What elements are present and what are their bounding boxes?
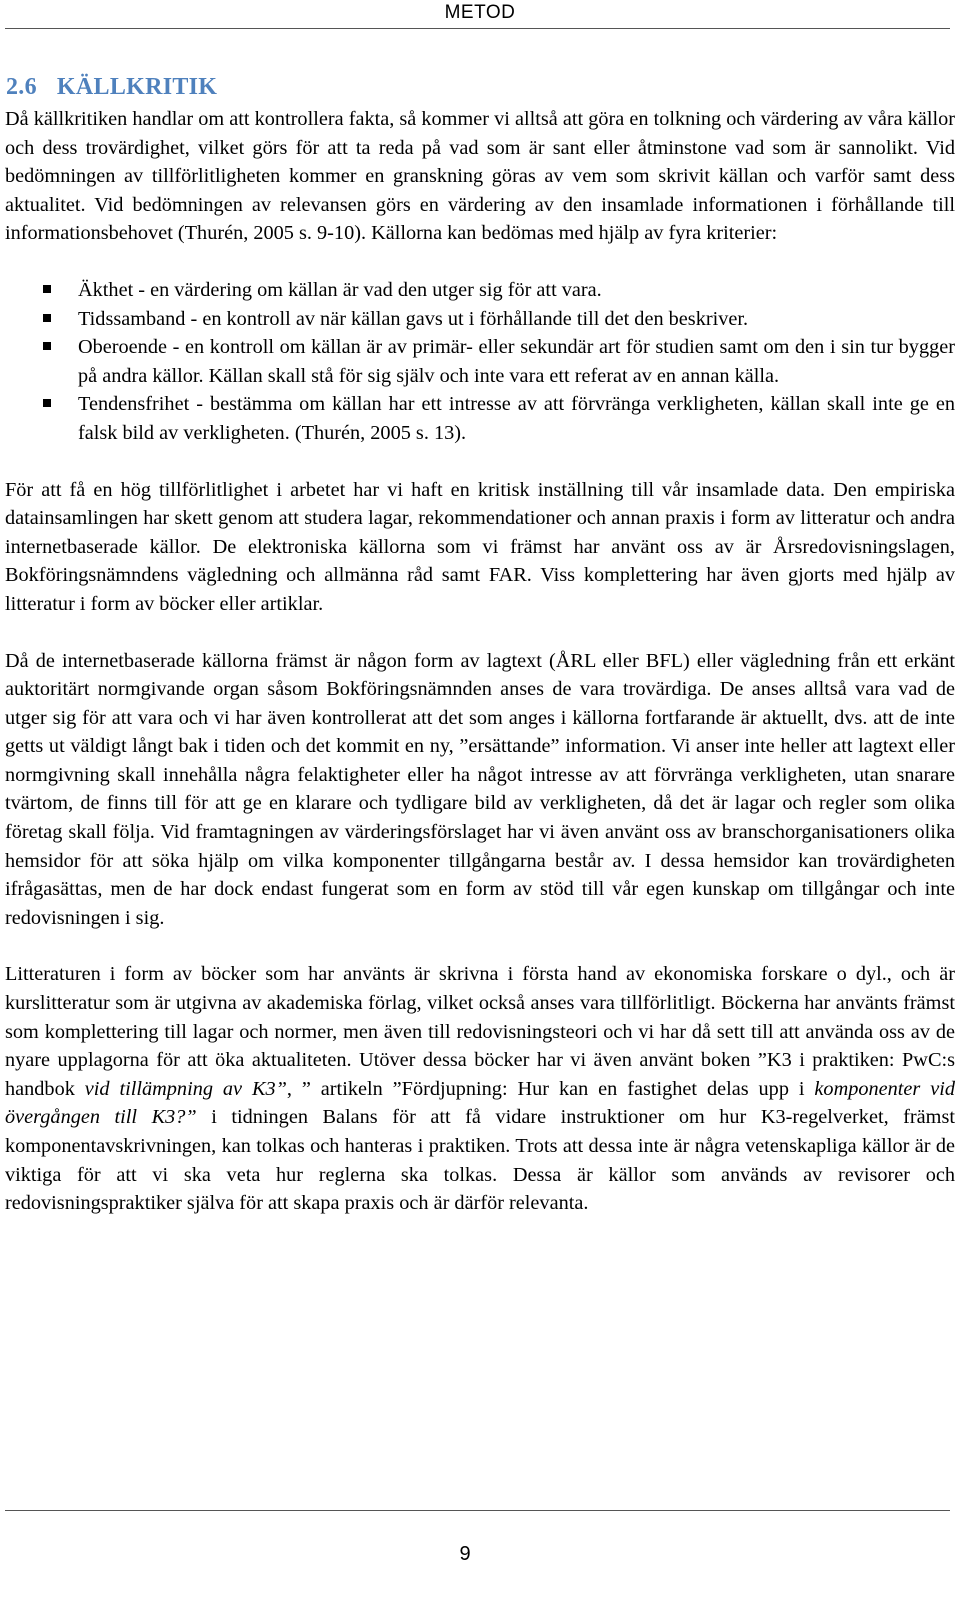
spacer [5,932,955,960]
literature-text-1: Litteraturen i form av böcker som har använts är skrivna i första hand av ekonomiska forskare o dyl., och är kurslitteratur som är utgivna av akademiska förlag, vilket också anses vara tillförlitligt. Böckerna har använts främst som komplettering till lagar och normer, men även till redovisningsteori och vi har då sett till att använda oss av de nyare upplagorna för att öka aktualiteten. Utöver dessa böcker har vi även använt boken ”K3 i praktiken: PwC:s handbok [5,963,955,1100]
literature-text-3: i tidningen Balans för att få vidare instruktioner om hur K3-regelverket, främst komponentavskrivningen, kan tolkas och hanteras i praktiken. Trots att dessa inte är några vetenskapliga källor är de viktiga för att vi ska veta hur reglerna ska tolkas. Dessa är källor som används av revisorer och redovisningspraktiker själva för att skapa praxis och är därför relevanta. [5,1106,955,1215]
book-title-italic: vid tillämpning av K3” [84,1077,287,1100]
spacer [5,448,955,476]
criteria-list [5,276,955,448]
page-number: 9 [459,1543,471,1565]
square-bullet-icon [43,399,51,407]
criterion-text: Oberoende - en kontroll om källan är av primär- eller sekundär art för studien samt om den i sin tur bygger på andra källor. Källan skall stå för sig själv och inte vara ett referat av en annan källa. [78,336,955,387]
criterion-text: Äkthet - en värdering om källan är vad den utger sig för att vara. [78,278,602,301]
paragraph-literature [5,960,955,1217]
list-item [5,305,955,334]
header-divider [5,28,950,29]
spacer [5,619,955,647]
running-header: METOD [444,2,516,23]
body-text [5,105,955,1218]
section-title: KÄLLKRITIK [56,74,218,100]
section-number: 2.6 [6,74,37,100]
list-item [5,333,955,390]
square-bullet-icon [43,285,51,293]
square-bullet-icon [43,342,51,350]
paragraph-data-collection: För att få en hög tillförlitlighet i arbetet har vi haft en kritisk inställning till vår insamlade data. Den empiriska datainsamlingen har skett genom att studera lagar, rekommendationer och annan praxis i form av litteratur och andra internetbaserade källor. De elektroniska källorna som vi främst har använt oss av är Årsredovisningslagen, Bokföringsnämndens vägledning och allmänna råd samt FAR. Viss komplettering har även gjorts med hjälp av litteratur i form av böcker eller artiklar. [5,478,955,615]
paragraph-internet-sources: Då de internetbaserade källorna främst är någon form av lagtext (ÅRL eller BFL) eller vägledning från ett erkänt auktoritärt normgivande organ såsom Bokföringsnämnden anses de vara trovärdiga. De anses alltså vara vad de utger sig för att vara och vi har även kontrollerat att det som anges i källorna fortfarande är aktuellt, dvs. att de inte getts ut väldigt långt bak i tiden och det kommit en ny, ”ersättande” information. Vi anser inte heller att lagtext eller normgivning skall innehålla några felaktigheter eller ha något intresse av att förvränga verkligheten, utan snarare tvärtom, de finns till för att ge en klarare och tydligare bild av verkligheten, då det är lagar och regler som olika företag skall följa. Vid framtagningen av värderingsförslaget har vi även använt oss av branschorganisationers olika hemsidor för att söka hjälp om vilka komponenter tillgångarna består av. I dessa hemsidor kan trovärdigheten ifrågasättas, men de har dock endast fungerat som en form av stöd till vår egen kunskap om tillgångar och inte redovisningen i sig. [5,649,955,929]
intro-paragraph: Då källkritiken handlar om att kontrollera fakta, så kommer vi alltså att göra en tolkning och värdering av våra källor och dess trovärdighet, vilket görs för att ta reda på vad som är sant eller åtminstone vad som är sannolikt. Vid bedömningen av tillförlitligheten kommer en granskning göras av vem som skrivit källan och varför samt dess aktualitet. Vid bedömningen av relevansen görs en värdering av den insamlade informationen i förhållande till informationsbehovet (Thurén, 2005 s. 9-10). Källorna kan bedömas med hjälp av fyra kriterier: [5,108,955,245]
criterion-text: Tidssamband - en kontroll av när källan gavs ut i förhållande till det den beskriver. [78,307,749,330]
literature-text-2: , ” artikeln ”Fördjupning: Hur kan en fastighet delas upp i [286,1077,815,1100]
section-heading [6,74,217,101]
spacer [5,248,955,276]
footer-divider [5,1510,950,1511]
list-item [5,390,955,447]
square-bullet-icon [43,314,51,322]
article-title-italic: komponenter vid övergången till K3?” [5,1077,955,1129]
list-item [5,276,955,305]
criterion-text: Tendensfrihet - bestämma om källan har ett intresse av att förvränga verkligheten, källan skall inte ge en falsk bild av verkligheten. (Thurén, 2005 s. 13). [78,393,955,444]
